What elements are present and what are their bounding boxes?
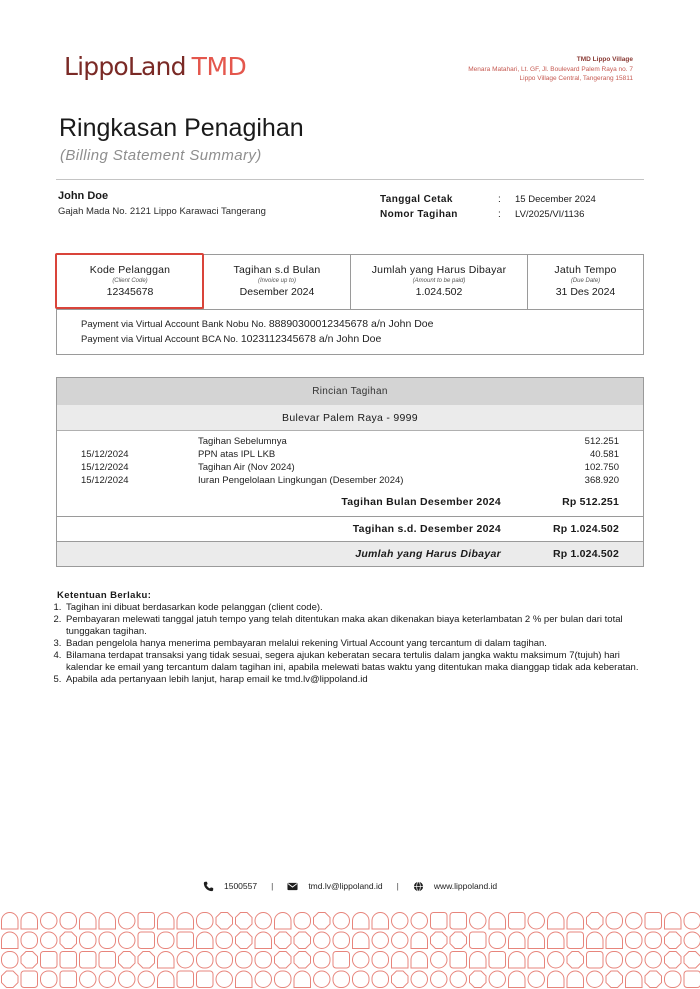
pattern-shape [216, 932, 233, 949]
pattern-shape [489, 952, 506, 969]
pattern-shape [255, 932, 272, 949]
globe-icon [413, 881, 424, 892]
pattern-shape [645, 932, 662, 949]
pattern-shape [450, 971, 467, 988]
office-address [468, 55, 633, 84]
pattern-shape [21, 952, 38, 969]
pattern-shape [645, 952, 662, 969]
pattern-shape [665, 952, 682, 969]
terms-section [51, 590, 641, 686]
pattern-shape [470, 952, 487, 969]
pattern-shape [548, 952, 565, 969]
pattern-shape [353, 971, 370, 988]
pattern-shape [236, 971, 253, 988]
total-cumulative-amount: Rp 1.024.502 [552, 523, 619, 535]
item-amount: 102.750 [584, 462, 619, 473]
item-amount: 40.581 [589, 449, 619, 460]
decorative-pattern [0, 911, 700, 989]
pattern-shape [197, 913, 214, 930]
invoice-up-to-value: Desember 2024 [239, 286, 315, 298]
summary-divider [57, 309, 643, 310]
pattern-shape [2, 971, 19, 988]
pattern-shape [509, 913, 526, 930]
pattern-shape [138, 971, 155, 988]
pattern-shape [197, 971, 214, 988]
pattern-shape [275, 971, 292, 988]
pattern-shape [489, 971, 506, 988]
pattern-shape [314, 952, 331, 969]
pattern-shape [177, 971, 194, 988]
pattern-shape [470, 971, 487, 988]
due-date-label: Jatuh Tempo [554, 264, 617, 276]
bill-number-label: Nomor Tagihan [380, 209, 458, 220]
pattern-shape [314, 971, 331, 988]
address-line-2: Lippo Village Central, Tangerang 15811 [519, 75, 633, 82]
pattern-shape [431, 952, 448, 969]
pattern-shape [392, 952, 409, 969]
pattern-shape [333, 952, 350, 969]
terms-title: Ketentuan Berlaku: [57, 590, 152, 601]
logo-main-text: LippoLand [64, 52, 186, 81]
pattern-shape [41, 971, 58, 988]
pattern-shape [411, 932, 428, 949]
client-code-highlight [55, 253, 204, 309]
pattern-shape [119, 971, 136, 988]
pattern-shape [509, 932, 526, 949]
pattern-shape [275, 913, 292, 930]
pattern-shape [2, 952, 19, 969]
amount-payable-label: Jumlah yang Harus Dibayar [355, 548, 501, 560]
mail-icon [287, 881, 298, 892]
pattern-shape [450, 913, 467, 930]
due-date-value: 31 Des 2024 [555, 286, 616, 298]
pattern-shape [60, 952, 77, 969]
payment-nobu-prefix: Payment via Virtual Account Bank Nobu No. [81, 319, 267, 330]
pattern-shape [567, 971, 584, 988]
terms-item: 2. Pembayaran melewati tanggal jatuh tempo yang telah ditentukan maka akan dikenakan biaya keterlambatan 2 % per bulan dari total tunggakan tagihan. [64, 614, 641, 638]
pattern-shape [99, 952, 116, 969]
pattern-shape [60, 913, 77, 930]
terms-item: 4. Bilamana terdapat transaksi yang tidak sesuai, segera ajukan keberatan secara tertulis dalam jangka waktu maksimum 7(tujuh) hari kalendar ke email yang tercantum dalam tagihan ini, apabila melewati batas waktu yang ditentukan maka dianggap tidak ada keberatan. [64, 650, 641, 674]
pattern-shape [41, 913, 58, 930]
payment-bca-prefix: Payment via Virtual Account BCA No. [81, 334, 239, 345]
pattern-shape [587, 971, 604, 988]
client-code-value: 12345678 [106, 286, 154, 298]
pattern-shape [489, 913, 506, 930]
pattern-shape [333, 971, 350, 988]
pattern-shape [353, 932, 370, 949]
terms-list [64, 602, 641, 686]
pattern-shape [216, 971, 233, 988]
pattern-shape [392, 932, 409, 949]
payment-bca [81, 333, 381, 345]
item-amount: 512.251 [584, 436, 619, 447]
pattern-shape [177, 932, 194, 949]
invoice-up-to-sublabel: (Invoice up to) [257, 278, 297, 284]
pattern-shape [684, 932, 700, 949]
payment-bca-account: 1023112345678 a/n John Doe [240, 333, 382, 345]
terms-item: 5. Apabila ada pertanyaan lebih lanjut, harap email ke tmd.lv@lippoland.id [64, 674, 641, 686]
pattern-shape [372, 952, 389, 969]
pattern-shape [587, 952, 604, 969]
pattern-shape [392, 971, 409, 988]
pattern-shape [333, 913, 350, 930]
pattern-shape [567, 913, 584, 930]
pattern-shape [197, 952, 214, 969]
pattern-shape [470, 913, 487, 930]
pattern-shape [294, 971, 311, 988]
pattern-shape [21, 932, 38, 949]
pattern-shape [567, 932, 584, 949]
pattern-shape [626, 932, 643, 949]
item-description: Tagihan Air (Nov 2024) [198, 462, 295, 473]
total-month-amount: Rp 512.251 [562, 496, 619, 508]
pattern-shape [138, 932, 155, 949]
pattern-shape [665, 913, 682, 930]
pattern-shape [119, 913, 136, 930]
due-date-cell [528, 255, 643, 309]
address-line-1: Menara Matahari, Lt. GF, Jl. Boulevard Palem Raya no. 7 [468, 65, 633, 73]
pattern-shape [80, 913, 97, 930]
pattern-shape [548, 913, 565, 930]
pattern-shape [470, 932, 487, 949]
total-cumulative-label: Tagihan s.d. Desember 2024 [352, 523, 501, 535]
billing-details-table [56, 377, 644, 567]
page-title: Ringkasan Penagihan [59, 114, 304, 142]
client-code-label: Kode Pelanggan [89, 264, 171, 276]
pattern-shape [138, 913, 155, 930]
pattern-shape [236, 932, 253, 949]
pattern-shape [177, 913, 194, 930]
pattern-shape [626, 913, 643, 930]
pattern-shape [528, 952, 545, 969]
pattern-shape [80, 971, 97, 988]
pattern-shape [197, 932, 214, 949]
pattern-shape [606, 952, 623, 969]
pattern-shape [158, 932, 175, 949]
customer-name: John Doe [58, 190, 109, 202]
pattern-shape [294, 952, 311, 969]
pattern-shape [119, 932, 136, 949]
pattern-shape [567, 952, 584, 969]
pattern-shape [353, 913, 370, 930]
pattern-shape [606, 913, 623, 930]
pattern-shape [41, 932, 58, 949]
print-date-separator: : [498, 194, 501, 205]
pattern-shape [255, 971, 272, 988]
amount-due-sublabel: (Amount to be paid) [412, 278, 466, 284]
pattern-shape [450, 952, 467, 969]
pattern-shape [431, 932, 448, 949]
pattern-shape [2, 932, 19, 949]
pattern-shape [294, 932, 311, 949]
invoice-up-to-cell [204, 255, 351, 309]
pattern-shape [665, 932, 682, 949]
item-description: Tagihan Sebelumnya [198, 436, 287, 447]
print-date-row [380, 192, 596, 207]
pattern-shape [587, 913, 604, 930]
payment-nobu [81, 318, 433, 330]
footer-email[interactable]: tmd.lv@lippoland.id [308, 881, 383, 891]
pattern-shape [587, 932, 604, 949]
footer-website[interactable]: www.lippoland.id [433, 881, 498, 891]
pattern-shape [255, 913, 272, 930]
pattern-shape [431, 971, 448, 988]
pattern-shape [138, 952, 155, 969]
pattern-shape [99, 913, 116, 930]
pattern-shape [216, 913, 233, 930]
pattern-shape [665, 971, 682, 988]
amount-due-cell [351, 255, 528, 309]
pattern-shape [41, 952, 58, 969]
pattern-shape [626, 952, 643, 969]
pattern-shape [80, 932, 97, 949]
print-date-value: 15 December 2024 [515, 194, 596, 205]
pattern-shape [294, 913, 311, 930]
item-date: 15/12/2024 [81, 449, 129, 460]
pattern-shape [275, 952, 292, 969]
due-date-sublabel: (Due Date) [570, 278, 601, 284]
pattern-shape [606, 932, 623, 949]
pattern-shape [236, 913, 253, 930]
pattern-shape [372, 932, 389, 949]
pattern-shape [372, 971, 389, 988]
pattern-shape [158, 971, 175, 988]
pattern-shape [411, 913, 428, 930]
pattern-shape [21, 913, 38, 930]
pattern-shape [626, 971, 643, 988]
bill-number-separator: : [498, 209, 501, 220]
terms-item: 3. Badan pengelola hanya menerima pembayaran melalui rekening Virtual Account yang tercantum di dalam tagihan. [64, 638, 641, 650]
address-title: TMD Lippo Village [576, 56, 633, 63]
total-cumulative-row [57, 516, 643, 541]
pattern-shape [372, 913, 389, 930]
pattern-shape [509, 971, 526, 988]
pattern-shape [528, 913, 545, 930]
lippoland-logo [64, 52, 246, 82]
pattern-shape [684, 971, 700, 988]
pattern-shape [216, 952, 233, 969]
pattern-shape [158, 913, 175, 930]
item-description: Iuran Pengelolaan Lingkungan (Desember 2024) [198, 475, 404, 486]
pattern-shape [80, 952, 97, 969]
pattern-shape [60, 971, 77, 988]
footer-separator: | [271, 881, 274, 891]
payment-nobu-account: 88890300012345678 a/n John Doe [268, 318, 434, 330]
pattern-shape [684, 952, 700, 969]
pattern-shape [60, 932, 77, 949]
table-row [57, 475, 643, 488]
amount-payable-row [57, 541, 643, 566]
table-row [57, 436, 643, 449]
pattern-shape [275, 932, 292, 949]
pattern-shape [314, 913, 331, 930]
pattern-shape [528, 932, 545, 949]
pattern-shape [509, 952, 526, 969]
pattern-shape [255, 952, 272, 969]
table-row [57, 462, 643, 475]
pattern-shape [606, 971, 623, 988]
total-month-label: Tagihan Bulan Desember 2024 [341, 496, 501, 508]
footer-phone: 1500557 [224, 881, 258, 891]
client-code-sublabel: (Client Code) [112, 278, 148, 284]
contact-footer [203, 879, 497, 893]
details-unit: Bulevar Palem Raya - 9999 [57, 405, 643, 431]
pattern-shape [119, 952, 136, 969]
pattern-shape [411, 952, 428, 969]
item-amount: 368.920 [584, 475, 619, 486]
pattern-shape [489, 932, 506, 949]
phone-icon [203, 881, 214, 892]
item-description: PPN atas IPL LKB [198, 449, 276, 460]
terms-item: 1. Tagihan ini dibuat berdasarkan kode pelanggan (client code). [64, 602, 641, 614]
amount-due-label: Jumlah yang Harus Dibayar [371, 264, 507, 276]
pattern-shape [450, 932, 467, 949]
total-month-row [57, 490, 643, 515]
pattern-shape [645, 913, 662, 930]
pattern-shape [99, 971, 116, 988]
pattern-shape [21, 971, 38, 988]
pattern-shape [333, 932, 350, 949]
amount-payable-amount: Rp 1.024.502 [552, 548, 619, 560]
header-divider [56, 179, 644, 180]
amount-due-value: 1.024.502 [415, 286, 463, 298]
customer-address: Gajah Mada No. 2121 Lippo Karawaci Tangerang [58, 206, 266, 217]
pattern-shape [236, 952, 253, 969]
pattern-shape [99, 932, 116, 949]
page-subtitle: (Billing Statement Summary) [60, 147, 262, 164]
pattern-shape [645, 971, 662, 988]
pattern-shape [158, 952, 175, 969]
pattern-shape [684, 913, 700, 930]
invoice-up-to-label: Tagihan s.d Bulan [233, 264, 321, 276]
pattern-shape [548, 971, 565, 988]
pattern-shape [548, 932, 565, 949]
pattern-shape [392, 913, 409, 930]
pattern-shape [431, 913, 448, 930]
bill-number-row [380, 207, 596, 222]
pattern-shape [314, 932, 331, 949]
pattern-shape [177, 952, 194, 969]
pattern-shape [411, 971, 428, 988]
pattern-shape [353, 952, 370, 969]
footer-separator: | [396, 881, 399, 891]
table-row [57, 449, 643, 462]
bill-number-value: LV/2025/VI/1136 [515, 209, 585, 220]
bill-meta [380, 192, 596, 222]
pattern-shape [2, 913, 19, 930]
details-header: Rincian Tagihan [57, 378, 643, 405]
print-date-label: Tanggal Cetak [380, 194, 453, 205]
item-date: 15/12/2024 [81, 475, 129, 486]
pattern-shape [528, 971, 545, 988]
item-date: 15/12/2024 [81, 462, 129, 473]
logo-accent-text: TMD [191, 52, 247, 81]
